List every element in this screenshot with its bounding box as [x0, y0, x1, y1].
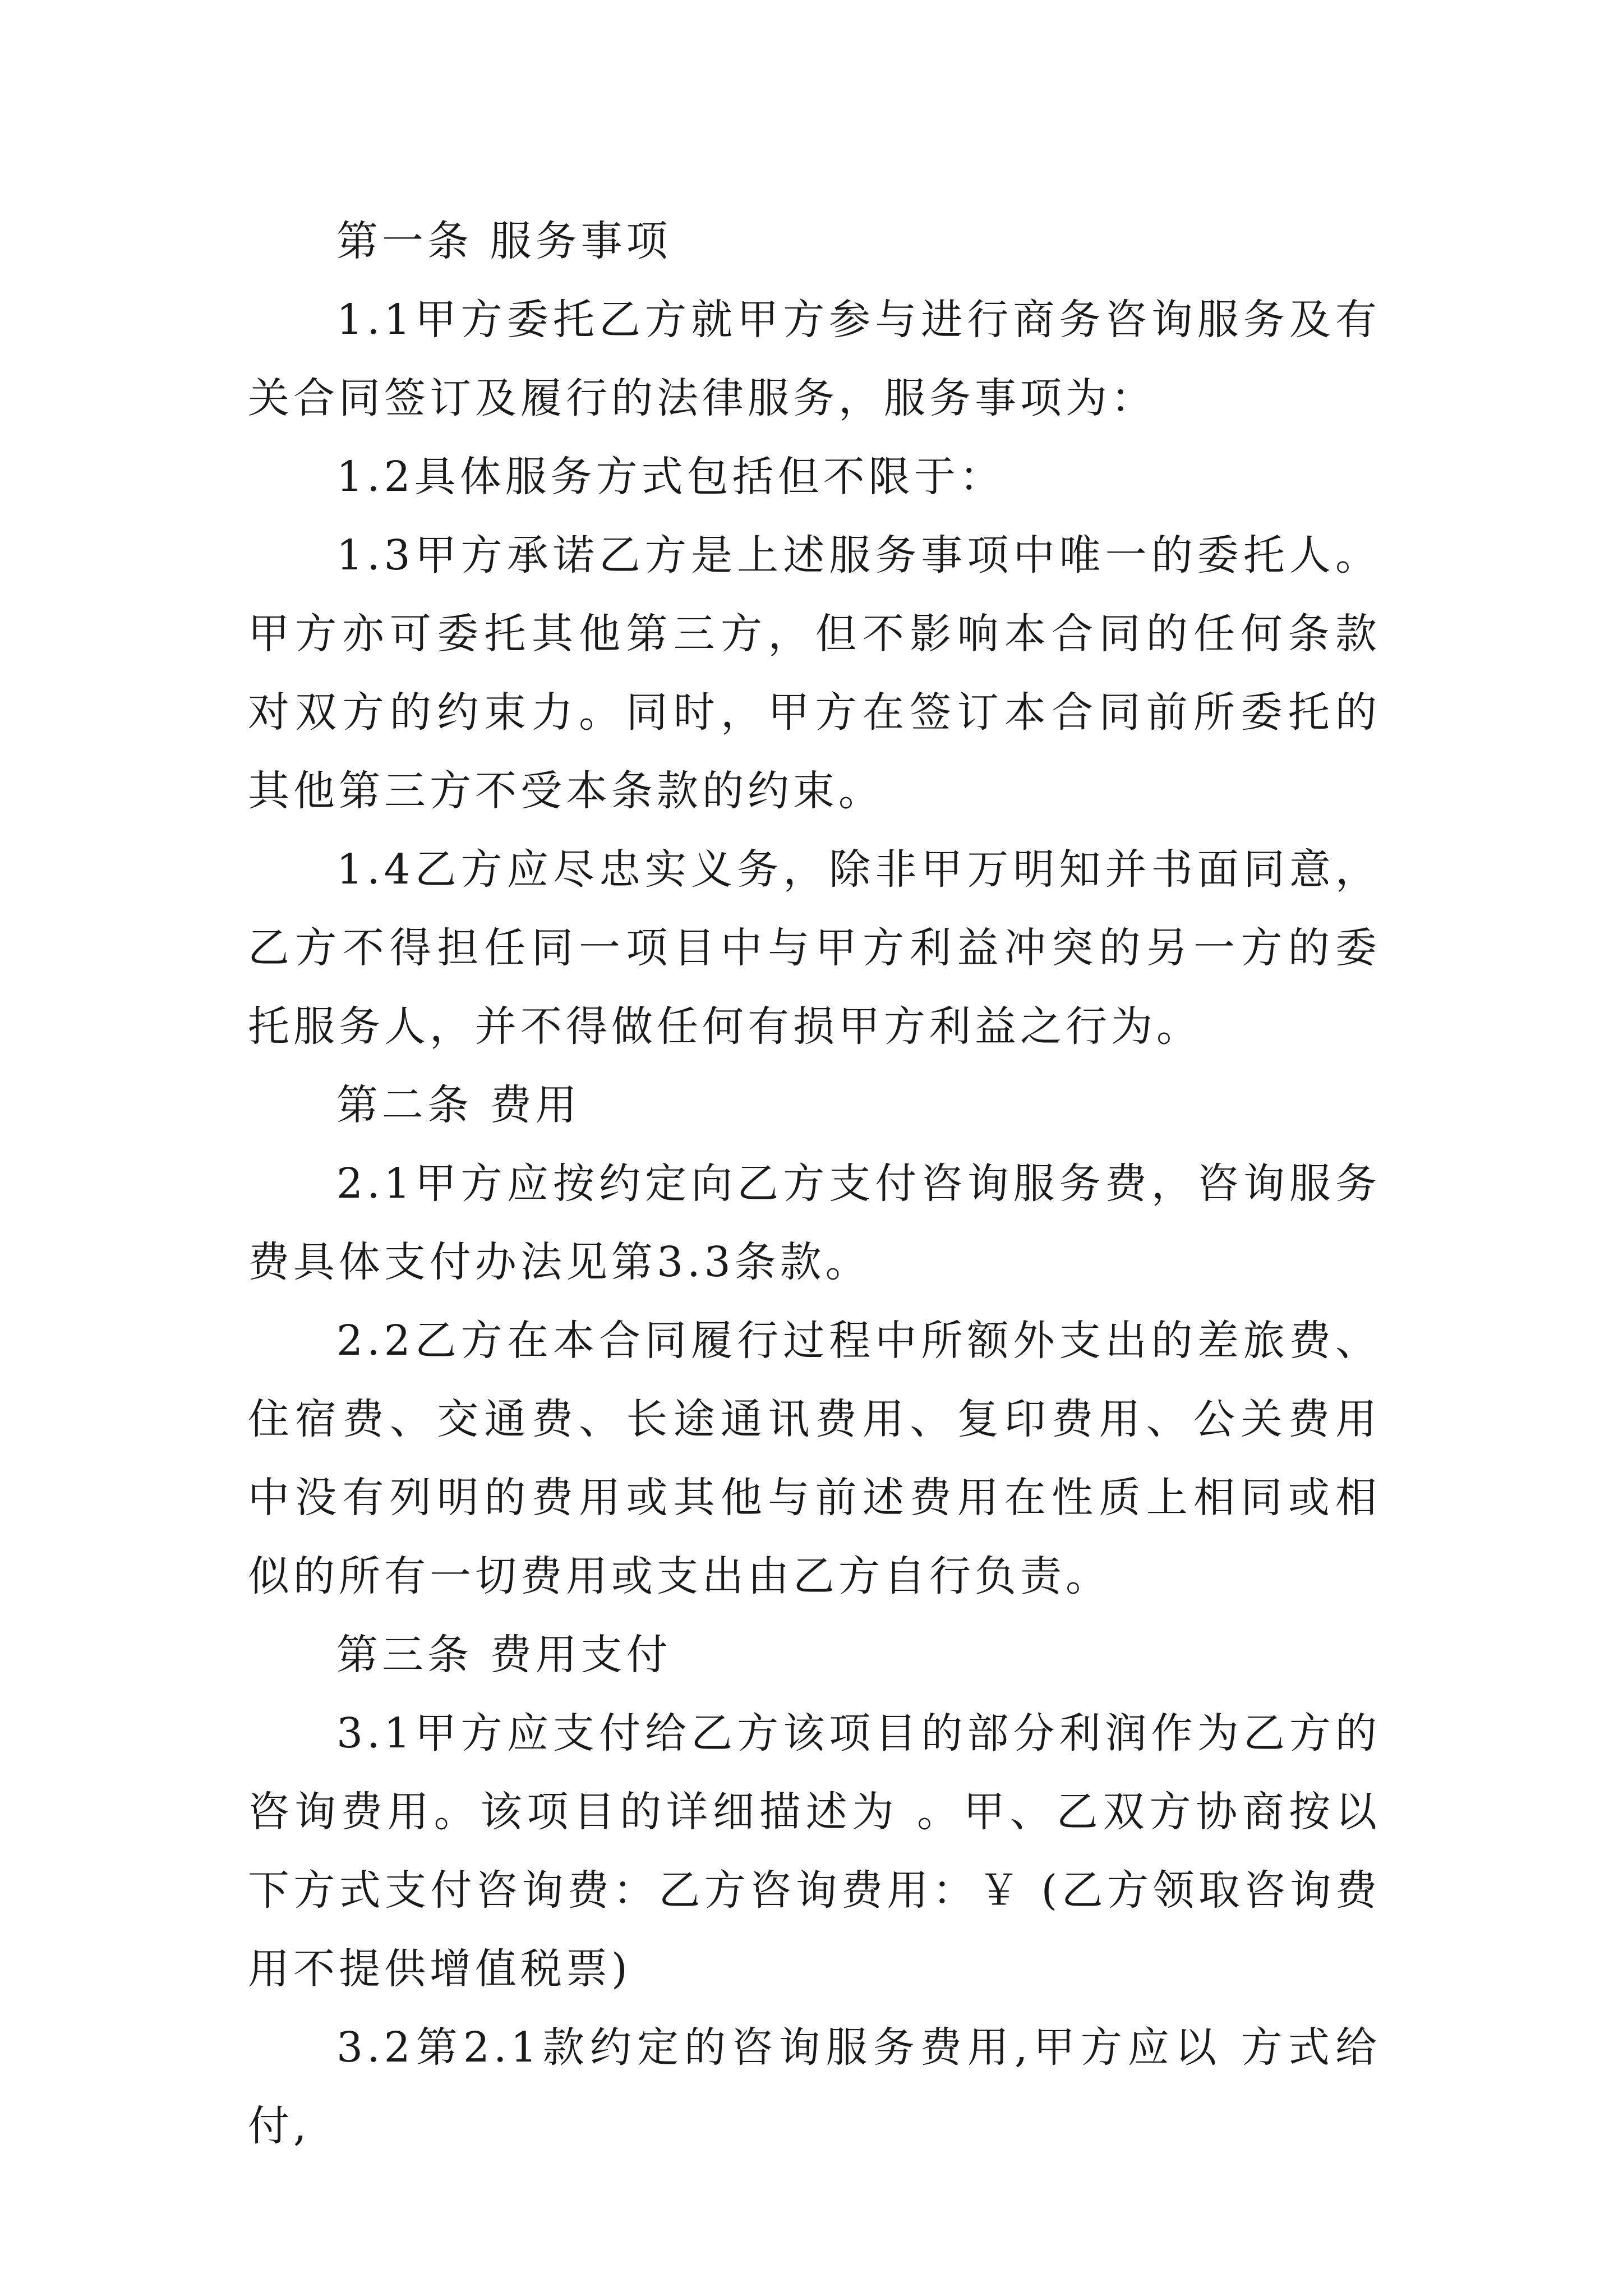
clause-1-3: 1.3甲方承诺乙方是上述服务事项中唯一的委托人。甲方亦可委托其他第三方，但不影响本合同的任何条款对双方的约束力。同时，甲方在签订本合同前所委托的其他第三方不受本条款的约束。 [248, 531, 1381, 815]
clause-3-2: 3.2第2.1款约定的咨询服务费用,甲方应以 方式给付, [248, 2023, 1381, 2150]
clause-1-4: 1.4乙方应尽忠实义务，除非甲万明知并书面同意，乙方不得担任同一项目中与甲方利益冲突的另一方的委托服务人，并不得做任何有损甲方利益之行为。 [248, 845, 1381, 1051]
clause-1-1: 1.1甲方委托乙方就甲方参与进行商务咨询服务及有关合同签订及履行的法律服务，服务事项为： [248, 296, 1381, 422]
clause-1-2: 1.2具体服务方式包括但不限于： [336, 453, 1005, 501]
clause-3-1: 3.1甲方应支付给乙方该项目的部分利润作为乙方的咨询费用。该项目的详细描述为 。甲、乙双方协商按以下方式支付咨询费：乙方咨询费用：￥ (乙方领取咨询费用不提供增值税票) [248, 1709, 1381, 1993]
clause-2-1: 2.1甲方应按约定向乙方支付咨询服务费，咨询服务费具体支付办法见第3.3条款。 [248, 1159, 1381, 1286]
article-2-heading: 第二条 费用 [336, 1081, 581, 1129]
clause-2-2: 2.2乙方在本合同履行过程中所额外支出的差旅费、住宿费、交通费、长途通讯费用、复印费用、公关费用中没有列明的费用或其他与前述费用在性质上相同或相似的所有一切费用或支出由乙方自行负责。 [248, 1317, 1381, 1600]
document-body [248, 202, 1381, 2165]
article-3-heading: 第三条 费用支付 [336, 1631, 672, 1679]
article-1-heading: 第一条 服务事项 [336, 217, 672, 265]
